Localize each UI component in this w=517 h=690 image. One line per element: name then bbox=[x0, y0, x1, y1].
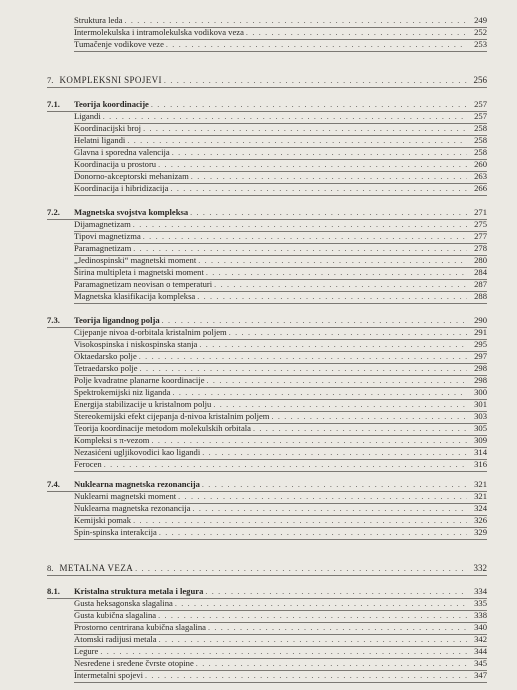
toc-title: Koordinacija i hibridizacija bbox=[74, 183, 169, 193]
toc-entry bbox=[74, 15, 487, 26]
toc-title: Legure bbox=[74, 646, 99, 656]
dot-leader bbox=[135, 563, 467, 574]
toc-entry bbox=[74, 279, 487, 290]
dot-leader bbox=[172, 147, 467, 158]
toc-title: Polje kvadratne planarne koordinacije bbox=[74, 375, 205, 385]
toc-title: Oktaedarsko polje bbox=[74, 351, 137, 361]
dot-leader bbox=[127, 135, 467, 146]
dot-leader bbox=[143, 123, 467, 134]
toc-title: Atomski radijusi metala bbox=[74, 634, 157, 644]
toc-title: Tetraedarsko polje bbox=[74, 363, 138, 373]
toc-title: Nuklearna magnetska rezonancija bbox=[74, 479, 200, 489]
toc-title: Teorija koordinacije bbox=[74, 99, 149, 109]
toc-page-number: 297 bbox=[474, 351, 487, 361]
toc-title: Intermolekulska i intramolekulska vodikova veza bbox=[74, 27, 244, 37]
toc-entry bbox=[74, 135, 487, 146]
entry-rule bbox=[74, 303, 487, 304]
toc-entry bbox=[74, 243, 487, 254]
toc-entry bbox=[74, 231, 487, 242]
toc-entry bbox=[74, 183, 487, 194]
toc-page-number: 277 bbox=[474, 231, 487, 241]
toc-title: Dijamagnetizam bbox=[74, 219, 131, 229]
toc-entry bbox=[74, 634, 487, 645]
dot-leader bbox=[199, 339, 467, 350]
dot-leader bbox=[143, 231, 467, 242]
toc-entry bbox=[74, 363, 487, 374]
toc-title: KOMPLEKSNI SPOJEVI bbox=[59, 75, 162, 85]
toc-page-number: 344 bbox=[474, 646, 487, 656]
toc-title: Tipovi magnetizma bbox=[74, 231, 141, 241]
toc-page-number: 345 bbox=[474, 658, 487, 668]
toc-section bbox=[47, 99, 487, 110]
toc-entry bbox=[74, 459, 487, 470]
toc-title: Gusta kubična slagalina bbox=[74, 610, 157, 620]
toc-page-number: 291 bbox=[474, 327, 487, 337]
entry-rule bbox=[74, 195, 487, 196]
dot-leader bbox=[164, 75, 467, 86]
dot-leader bbox=[202, 447, 467, 458]
toc-page-number: 278 bbox=[474, 243, 487, 253]
dot-leader bbox=[271, 411, 467, 422]
toc-entry bbox=[74, 503, 487, 514]
dot-leader bbox=[103, 111, 467, 122]
toc-page-number: 335 bbox=[474, 598, 487, 608]
toc-page-number: 324 bbox=[474, 503, 487, 513]
toc-page-number: 321 bbox=[474, 491, 487, 501]
dot-leader bbox=[207, 375, 467, 386]
toc-title: Širina multipleta i magnetski moment bbox=[74, 267, 204, 277]
toc-page-number: 338 bbox=[474, 610, 487, 620]
toc-page-number: 305 bbox=[474, 423, 487, 433]
toc-page-number: 326 bbox=[474, 515, 487, 525]
toc-title: Kompleksi s π-vezom bbox=[74, 435, 150, 445]
dot-leader bbox=[159, 634, 467, 645]
toc-page-number: 298 bbox=[474, 363, 487, 373]
dot-leader bbox=[145, 670, 467, 681]
toc-entry bbox=[74, 339, 487, 350]
dot-leader bbox=[162, 315, 467, 326]
dot-leader bbox=[172, 387, 467, 398]
toc-title: Tumačenje vodikove veze bbox=[74, 39, 164, 49]
toc-title: Energija stabilizacije u kristalnom polju bbox=[74, 399, 212, 409]
toc-title: Stereokemijski efekt cijepanja d-nivoa kristalnim poljem bbox=[74, 411, 270, 421]
toc-entry bbox=[74, 327, 487, 338]
toc-page-number: 347 bbox=[474, 670, 487, 680]
toc-entry bbox=[74, 351, 487, 362]
toc-title: Paramagnetizam bbox=[74, 243, 132, 253]
toc-page-number: 258 bbox=[474, 123, 487, 133]
dot-leader bbox=[206, 267, 467, 278]
dot-leader bbox=[104, 459, 467, 470]
toc-entry bbox=[74, 515, 487, 526]
toc-entry bbox=[74, 123, 487, 134]
toc-title: Intermetalni spojevi bbox=[74, 670, 143, 680]
toc-number: 8.1. bbox=[47, 586, 60, 596]
toc-page-number: 303 bbox=[474, 411, 487, 421]
toc-page-number: 329 bbox=[474, 527, 487, 537]
dot-leader bbox=[159, 527, 467, 538]
toc-title: Koordinacijski broj bbox=[74, 123, 142, 133]
toc-title: METALNA VEZA bbox=[59, 563, 134, 573]
toc-title: Nezasićeni ugljikovodici kao ligandi bbox=[74, 447, 201, 457]
dot-leader bbox=[133, 219, 467, 230]
toc-entry bbox=[74, 447, 487, 458]
toc-title: „Jedinospinski“ magnetski moment bbox=[74, 255, 197, 265]
dot-leader bbox=[171, 183, 468, 194]
dot-leader bbox=[205, 586, 467, 597]
toc-page-number: 257 bbox=[474, 111, 487, 121]
toc-entry bbox=[74, 111, 487, 122]
dot-leader bbox=[124, 15, 467, 26]
dot-leader bbox=[100, 646, 467, 657]
entry-rule bbox=[74, 682, 487, 683]
toc-title: Spektrokemijski niz liganda bbox=[74, 387, 171, 397]
toc-chapter bbox=[47, 75, 487, 86]
toc-title: Visokospinska i niskospinska stanja bbox=[74, 339, 198, 349]
toc-number: 7.4. bbox=[47, 479, 60, 489]
dot-leader bbox=[139, 351, 467, 362]
toc-entry bbox=[74, 39, 487, 50]
dot-leader bbox=[158, 159, 467, 170]
toc-page-number: 257 bbox=[474, 99, 487, 109]
toc-entry bbox=[74, 375, 487, 386]
dot-leader bbox=[196, 658, 467, 669]
toc-title: Prostorno centrirana kubična slagalina bbox=[74, 622, 206, 632]
dot-leader bbox=[192, 503, 467, 514]
toc-number: 7.2. bbox=[47, 207, 60, 217]
toc-entry bbox=[74, 658, 487, 669]
dot-leader bbox=[133, 515, 467, 526]
toc-page-number: 301 bbox=[474, 399, 487, 409]
toc-entry bbox=[74, 411, 487, 422]
toc-number: 7.1. bbox=[47, 99, 60, 109]
toc-title: Ferocen bbox=[74, 459, 102, 469]
dot-leader bbox=[246, 27, 467, 38]
entry-rule bbox=[47, 575, 487, 576]
toc-entry bbox=[74, 267, 487, 278]
toc-section bbox=[47, 479, 487, 490]
toc-title: Magnetska klasifikacija kompleksa bbox=[74, 291, 196, 301]
toc-page-number: 287 bbox=[474, 279, 487, 289]
toc-page-number: 275 bbox=[474, 219, 487, 229]
toc-page-number: 340 bbox=[474, 622, 487, 632]
dot-leader bbox=[191, 171, 467, 182]
dot-leader bbox=[140, 363, 467, 374]
toc-entry bbox=[74, 622, 487, 633]
toc-page-number: 321 bbox=[474, 479, 487, 489]
entry-rule bbox=[47, 87, 487, 88]
toc-page-number: 266 bbox=[474, 183, 487, 193]
toc-page-number: 300 bbox=[474, 387, 487, 397]
toc-page-number: 256 bbox=[473, 75, 487, 85]
toc-entry bbox=[74, 219, 487, 230]
toc-page-number: 271 bbox=[474, 207, 487, 217]
toc-title: Nuklearni magnetski moment bbox=[74, 491, 177, 501]
toc-title: Ligandi bbox=[74, 111, 101, 121]
toc-page-number: 284 bbox=[474, 267, 487, 277]
toc-section bbox=[47, 586, 487, 597]
dot-leader bbox=[190, 207, 467, 218]
toc-entry bbox=[74, 27, 487, 38]
toc-title: Koordinacija u prostoru bbox=[74, 159, 157, 169]
toc-page-number: 258 bbox=[474, 147, 487, 157]
dot-leader bbox=[151, 99, 467, 110]
toc-page-number: 342 bbox=[474, 634, 487, 644]
toc-title: Donorno-akceptorski mehanizam bbox=[74, 171, 189, 181]
toc-title: Magnetska svojstva kompleksa bbox=[74, 207, 189, 217]
dot-leader bbox=[166, 39, 467, 50]
toc-title: Helatni ligandi bbox=[74, 135, 126, 145]
toc-page-number: 295 bbox=[474, 339, 487, 349]
toc-page-number: 260 bbox=[474, 159, 487, 169]
toc-chapter bbox=[47, 563, 487, 574]
toc-title: Nuklearna magnetska rezonancija bbox=[74, 503, 191, 513]
toc-entry bbox=[74, 610, 487, 621]
dot-leader bbox=[158, 610, 467, 621]
toc-title: Spin-spinska interakcija bbox=[74, 527, 157, 537]
dot-leader bbox=[178, 491, 467, 502]
toc-title: Kristalna struktura metala i legura bbox=[74, 586, 204, 596]
toc-page-number: 280 bbox=[474, 255, 487, 265]
toc-page-number: 290 bbox=[474, 315, 487, 325]
toc-number: 7. bbox=[47, 75, 54, 85]
dot-leader bbox=[208, 622, 467, 633]
dot-leader bbox=[151, 435, 467, 446]
toc-title: Teorija koordinacije metodom molekulskih orbitala bbox=[74, 423, 251, 433]
toc-number: 8. bbox=[47, 563, 54, 573]
toc-title: Teorija ligandnog polja bbox=[74, 315, 160, 325]
toc-page-number: 309 bbox=[474, 435, 487, 445]
toc-page-number: 252 bbox=[474, 27, 487, 37]
toc-entry bbox=[74, 646, 487, 657]
toc-title: Glavna i sporedna valencija bbox=[74, 147, 170, 157]
toc-entry bbox=[74, 598, 487, 609]
toc-section bbox=[47, 207, 487, 218]
toc-number: 7.3. bbox=[47, 315, 60, 325]
entry-rule bbox=[74, 51, 487, 52]
dot-leader bbox=[133, 243, 467, 254]
dot-leader bbox=[197, 291, 467, 302]
toc-page-number: 314 bbox=[474, 447, 487, 457]
toc-title: Struktura leda bbox=[74, 15, 123, 25]
toc-title: Nesređene i sređene čvrste otopine bbox=[74, 658, 194, 668]
toc-entry bbox=[74, 527, 487, 538]
toc-page-number: 288 bbox=[474, 291, 487, 301]
toc-page-number: 249 bbox=[474, 15, 487, 25]
toc-page-number: 298 bbox=[474, 375, 487, 385]
dot-leader bbox=[213, 399, 467, 410]
toc-entry bbox=[74, 399, 487, 410]
toc-entry bbox=[74, 387, 487, 398]
toc-entry bbox=[74, 491, 487, 502]
toc-title: Kemijski pomak bbox=[74, 515, 132, 525]
toc-entry bbox=[74, 255, 487, 266]
toc-entry bbox=[74, 171, 487, 182]
toc-page-number: 253 bbox=[474, 39, 487, 49]
toc-title: Cijepanje nivoa d-orbitala kristalnim poljem bbox=[74, 327, 227, 337]
dot-leader bbox=[202, 479, 467, 490]
toc-section bbox=[47, 315, 487, 326]
dot-leader bbox=[253, 423, 467, 434]
entry-rule bbox=[74, 471, 487, 472]
entry-rule bbox=[74, 539, 487, 540]
dot-leader bbox=[198, 255, 467, 266]
toc-entry bbox=[74, 423, 487, 434]
toc-page-number: 316 bbox=[474, 459, 487, 469]
dot-leader bbox=[214, 279, 467, 290]
toc-entry bbox=[74, 291, 487, 302]
toc-entry bbox=[74, 147, 487, 158]
toc-title: Gusta heksagonska slagalina bbox=[74, 598, 173, 608]
toc-page-number: 332 bbox=[473, 563, 487, 573]
dot-leader bbox=[229, 327, 467, 338]
toc-entry bbox=[74, 435, 487, 446]
dot-leader bbox=[175, 598, 467, 609]
toc-entry bbox=[74, 159, 487, 170]
toc-page-number: 258 bbox=[474, 135, 487, 145]
toc-page-number: 334 bbox=[474, 586, 487, 596]
toc-title: Paramagnetizam neovisan o temperaturi bbox=[74, 279, 213, 289]
toc-entry bbox=[74, 670, 487, 681]
toc-page-number: 263 bbox=[474, 171, 487, 181]
